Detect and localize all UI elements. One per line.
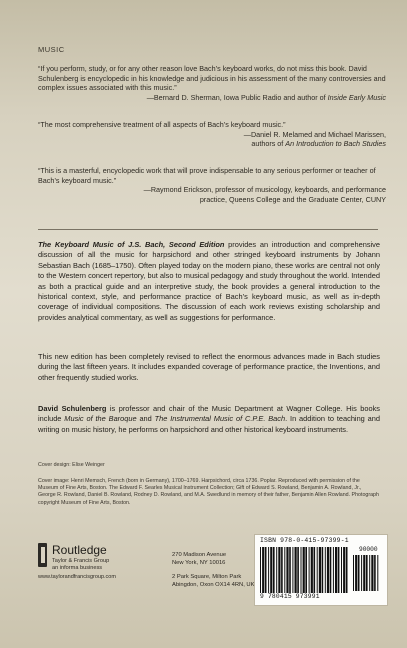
category-label: MUSIC xyxy=(38,45,65,54)
author-name: David Schulenberg xyxy=(38,404,107,413)
addon-barcode xyxy=(353,555,381,591)
cited-work: The Instrumental Music of C.P.E. Bach xyxy=(154,414,286,424)
quote-text: “This is a masterful, encyclopedic work that will prove indispensable to any serious performer or teacher of Bach’s keyboard music.” xyxy=(38,166,376,185)
isbn-label: ISBN 978-0-415-97399-1 xyxy=(260,537,349,544)
description-paragraph-2: This new edition has been completely revised to reflect the enormous advances made in Bach studies during the last fifteen years. It includes expanded coverage of performance practice, the Inventions, and other frequently studied works. xyxy=(38,352,380,382)
cover-image-credit: Cover image: Henri Memsch, French (born in Germany), 1700–1769. Harpsichord, circa 1736. Poplar. Reproduced with permission of the Museum of Fine Arts, Boston. The Edward F. Searles Musical Instrument Collection; Gift of Edward S. Rowland, Benjamin A. Rowland, Jr., George R. Rowland, Daniel B. Rowland, Rodney D. Rowland, and M.A. Swedlund in memory of their father, Benjamin Allen Rowland. Photograph copyright Museum of Fine Arts, Boston. xyxy=(38,478,379,506)
cited-work: Music of the Baroque xyxy=(64,414,137,424)
quote-text: “The most comprehensive treatment of all aspects of Bach’s keyboard music.” xyxy=(38,120,286,129)
barcode-panel xyxy=(254,534,388,606)
section-divider xyxy=(38,229,378,230)
address-uk: 2 Park Square, Milton Park Abingdon, Oxon OX14 4RN, UK xyxy=(172,574,255,588)
routledge-tower-icon xyxy=(38,543,47,567)
address-us: 270 Madison Avenue New York, NY 10016 xyxy=(172,552,227,566)
praise-quote-1 xyxy=(38,64,386,102)
publisher-logo xyxy=(38,543,158,593)
quote-text: “If you perform, study, or for any other reason love Bach’s keyboard works, do not miss this book. David Schulenberg is encyclopedic in his knowledge and judicious in his assessment of the many controversies and complex issues associated with this music.” xyxy=(38,64,386,93)
publisher-tagline-2: an informa business xyxy=(52,565,103,571)
description-paragraph-1: The Keyboard Music of J.S. Bach, Second Edition provides an introduction and comprehensive discussion of all the music for harpsichord and other stringed keyboard instruments by Johann Sebastian Bach (1685–1750). Often played today on the modern piano, these works are central not only to the Western concert repertory, but also to musical pedagogy and study throughout the world. Intended as both a practical guide and an interpretive study, the book provides a general introduction to the historical context, style, and performance practice of Bach’s keyboard music, as well as in-depth coverage of individual compositions. The discussion of each work reviews existing scholarship and provides analytical commentary, as well as suggestions for performance. xyxy=(38,240,380,322)
author-bio: David Schulenberg is professor and chair of the Music Department at Wagner College. His books include Music of the Baroque and The Instrumental Music of C.P.E. Bach. In addition to teaching and writing on music history, he performs on harpsichord and other historical keyboard instruments. xyxy=(38,404,380,434)
quote-attribution: —Raymond Erickson, professor of musicology, keyboards, and performance xyxy=(143,185,386,195)
quote-attribution-cont: authors of An Introduction to Bach Studies xyxy=(251,139,386,149)
price-code: 90000 xyxy=(359,546,378,553)
praise-quote-3 xyxy=(38,166,386,204)
quote-attribution: —Daniel R. Melamed and Michael Marissen, xyxy=(243,129,386,139)
ean-barcode xyxy=(260,547,350,593)
publisher-url: www.taylorandfrancisgroup.com xyxy=(38,574,116,580)
praise-quote-2 xyxy=(38,120,386,149)
ean-number: 9 780415 973991 xyxy=(260,593,320,600)
book-title: The Keyboard Music of J.S. Bach, Second Edition xyxy=(38,240,225,249)
publisher-tagline: Taylor & Francis Group xyxy=(52,558,110,564)
cited-work: An Introduction to Bach Studies xyxy=(285,139,386,149)
publisher-name: Routledge xyxy=(52,543,107,557)
quote-attribution: —Bernard D. Sherman, Iowa Public Radio and author of Inside Early Music xyxy=(146,92,386,102)
quote-attribution-cont: practice, Queens College and the Graduate Center, CUNY xyxy=(199,194,386,204)
cited-work: Inside Early Music xyxy=(327,92,386,102)
cover-design-credit: Cover design: Elise Weinger xyxy=(38,462,105,468)
